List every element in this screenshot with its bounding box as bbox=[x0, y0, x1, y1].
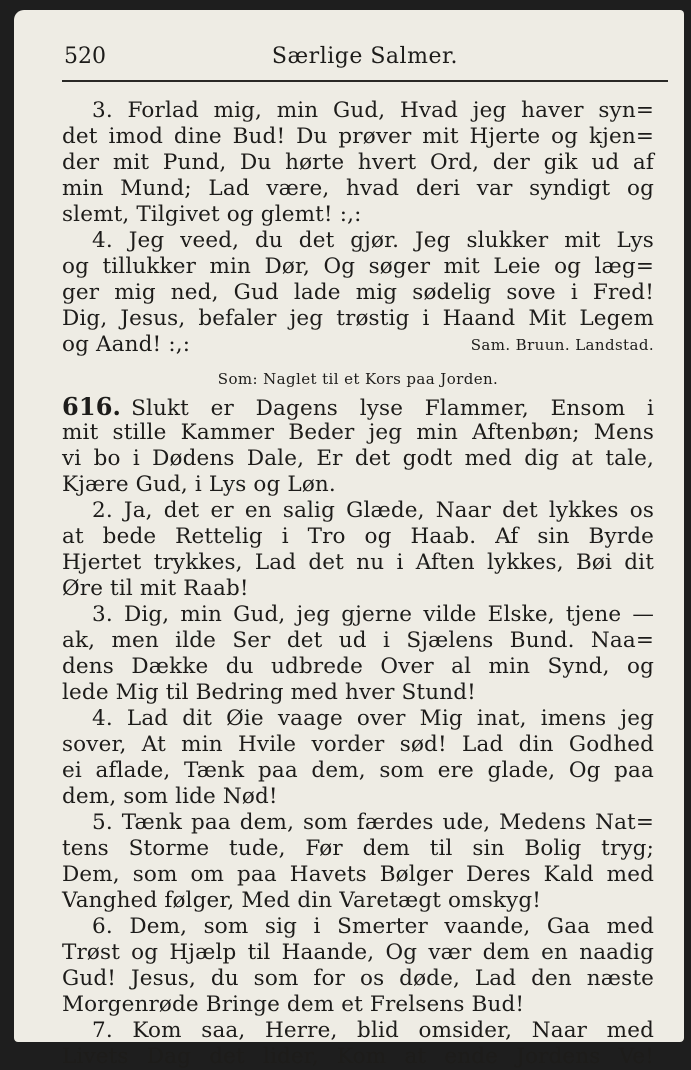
verse-line: at bede Rettelig i Tro og Haab. Af sin Byrde bbox=[62, 524, 654, 549]
running-title: Særlige Salmer. bbox=[271, 44, 459, 69]
hymn-number: 616. bbox=[62, 392, 122, 421]
verse-line: Gud! Jesus, du som for os døde, Lad den næste bbox=[62, 966, 654, 991]
verse-line: Hjertet trykkes, Lad det nu i Aften lykkes, Bøi dit bbox=[62, 550, 654, 575]
verse-line: 6. Dem, som sig i Smerter vaande, Gaa med bbox=[92, 914, 654, 939]
verse-line: 4. Lad dit Øie vaage over Mig inat, imens jeg bbox=[92, 706, 654, 731]
verse-line: 3. Forlad mig, min Gud, Hvad jeg haver syn= bbox=[92, 98, 654, 123]
verse-line bbox=[62, 394, 654, 420]
verse-line: og tillukker min Dør, Og søger mit Leie og læg= bbox=[62, 254, 654, 279]
author-credit: Sam. Bruun. Landstad. bbox=[470, 336, 654, 354]
page-number: 520 bbox=[64, 44, 106, 69]
verse-line: Livets Dag det lider, Kom at ende Jordens Ve! bbox=[62, 1044, 654, 1069]
verse-line: min Mund; Lad være, hvad deri var syndigt og bbox=[62, 176, 654, 201]
verse-line: Vanghed følger, Med din Varetægt omskyg! bbox=[62, 888, 542, 913]
verse-line: og Aand! :,: bbox=[62, 332, 191, 357]
verse-line-text: Slukt er Dagens lyse Flammer, Ensom i bbox=[131, 396, 654, 421]
verse-line: ak, men ilde Ser det ud i Sjælens Bund. Naa= bbox=[62, 628, 654, 653]
page-header bbox=[62, 44, 668, 76]
verse-line: dem, som lide Nød! bbox=[62, 784, 278, 809]
verse-line: det imod dine Bud! Du prøver mit Hjerte og kjen= bbox=[62, 124, 654, 149]
verse-line: sover, At min Hvile vorder sød! Lad din Godhed bbox=[62, 732, 654, 757]
verse-line: Kjære Gud, i Lys og Løn. bbox=[62, 472, 336, 497]
header-rule bbox=[62, 80, 668, 82]
melody-note: Som: Naglet til et Kors paa Jorden. bbox=[217, 370, 499, 388]
verse-line: Dig, Jesus, befaler jeg trøstig i Haand Mit Legem bbox=[62, 306, 654, 331]
verse-line: Dem, som om paa Havets Bølger Deres Kald med bbox=[62, 862, 654, 887]
verse-line: dens Dække du udbrede Over al min Synd, og bbox=[62, 654, 654, 679]
verse-line: vi bo i Dødens Dale, Er det godt med dig at tale, bbox=[62, 446, 654, 471]
verse-line: tens Storme tude, Før dem til sin Bolig tryg; bbox=[62, 836, 654, 861]
verse-line: 4. Jeg veed, du det gjør. Jeg slukker mit Lys bbox=[92, 228, 654, 253]
verse-line: lede Mig til Bedring med hver Stund! bbox=[62, 680, 476, 705]
verse-line: Trøst og Hjælp til Haande, Og vær dem en naadig bbox=[62, 940, 654, 965]
verse-line: mit stille Kammer Beder jeg min Aftenbøn; Mens bbox=[62, 420, 654, 445]
verse-line: ger mig ned, Gud lade mig sødelig sove i Fred! bbox=[62, 280, 654, 305]
verse-line: slemt, Tilgivet og glemt! :,: bbox=[62, 202, 362, 227]
verse-line: Øre til mit Raab! bbox=[62, 576, 249, 601]
verse-line: Morgenrøde Bringe dem et Frelsens Bud! bbox=[62, 992, 525, 1017]
verse-line: 2. Ja, det er en salig Glæde, Naar det lykkes os bbox=[92, 498, 654, 523]
verse-line: ei aflade, Tænk paa dem, som ere glade, Og paa bbox=[62, 758, 654, 783]
verse-line: der mit Pund, Du hørte hvert Ord, der gik ud af bbox=[62, 150, 654, 175]
book-page bbox=[14, 10, 684, 1069]
verse-line: 3. Dig, min Gud, jeg gjerne vilde Elske, tjene — bbox=[92, 602, 654, 627]
verse-line: 5. Tænk paa dem, som færdes ude, Medens Nat= bbox=[92, 810, 654, 835]
verse-line: 7. Kom saa, Herre, blid omsider, Naar med bbox=[92, 1018, 654, 1043]
